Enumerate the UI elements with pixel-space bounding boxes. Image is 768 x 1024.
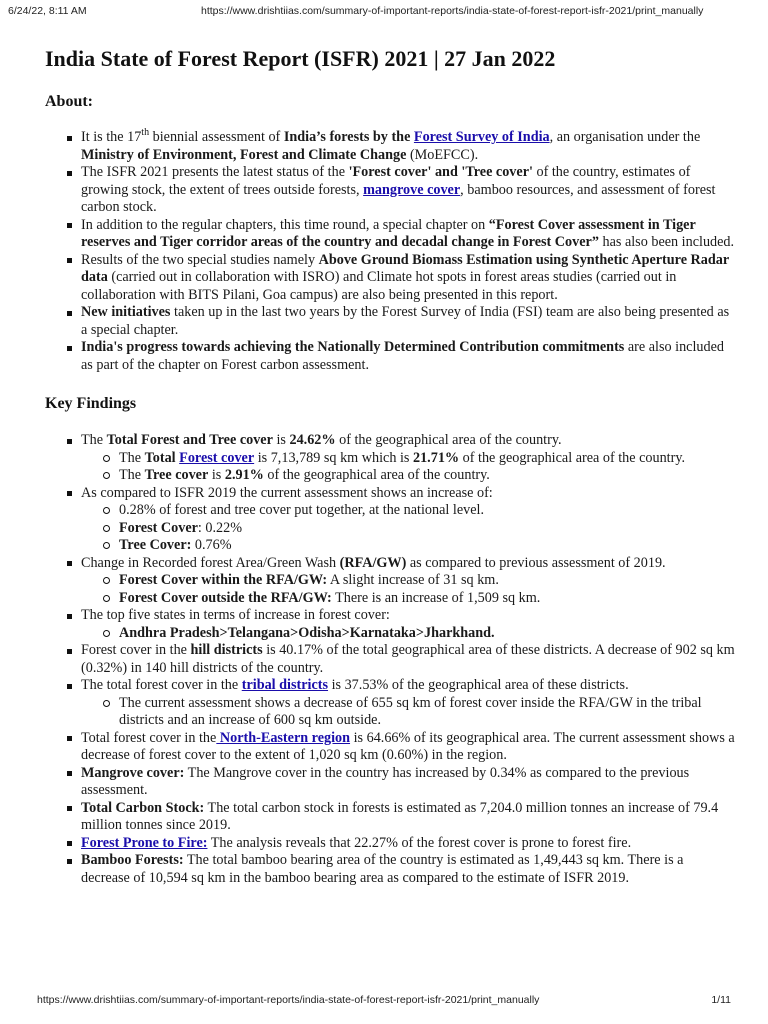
list-item: Mangrove cover: The Mangrove cover in the country has increased by 0.34% as compared to the previous assessment. [45, 765, 735, 800]
list-item: Results of the two special studies namely Above Ground Biomass Estimation using Synthetic Aperture Radar data (carried out in collaboration with ISRO) and Climate hot spots in forest areas studies (carried out in collaboration with BITS Pilani, Goa campus) are also being presented in this report. [45, 252, 735, 305]
sub-list [81, 450, 735, 485]
list-item: As compared to ISFR 2019 the current assessment shows an increase of: 0.28% of forest and tree cover put together, at the national level. Forest Cover: 0.22% Tree Cover: 0.76% [45, 485, 735, 555]
print-footer-url: https://www.drishtiias.com/summary-of-important-reports/india-state-of-forest-report-isfr-2021/print_manually [37, 994, 540, 1006]
sub-list-item: Forest Cover outside the RFA/GW: There is an increase of 1,509 sq km. [81, 590, 735, 608]
list-item: Change in Recorded forest Area/Green Wash (RFA/GW) as compared to previous assessment of 2019. Forest Cover within the RFA/GW: A slight increase of 31 sq km. Forest Cover outside the RFA/GW: There is an increase of 1,509 sq km. [45, 555, 735, 608]
sub-list-item: Tree Cover: 0.76% [81, 537, 735, 555]
sub-list [81, 572, 735, 607]
list-item: India's progress towards achieving the Nationally Determined Contribution commitments are also included as part of the chapter on Forest carbon assessment. [45, 339, 735, 374]
list-item: Total Carbon Stock: The total carbon stock in forests is estimated as 7,204.0 million tonnes an increase of 79.4 million tonnes since 2019. [45, 800, 735, 835]
about-list [45, 126, 735, 374]
print-header [0, 0, 768, 22]
list-item: In addition to the regular chapters, this time round, a special chapter on “Forest Cover assessment in Tiger reserves and Tiger corridor areas of the country and decadal change in Forest Cover” has also been included. [45, 217, 735, 252]
sub-list-item: The Total Forest cover is 7,13,789 sq km which is 21.71% of the geographical area of the country. [81, 450, 735, 468]
sub-list-item: The current assessment shows a decrease of 655 sq km of forest cover inside the RFA/GW in the tribal districts and an increase of 600 sq km outside. [81, 695, 735, 730]
list-item: The top five states in terms of increase in forest cover: Andhra Pradesh>Telangana>Odisha>Karnataka>Jharkhand. [45, 607, 735, 642]
forest-survey-link[interactable]: Forest Survey of India [413, 129, 550, 145]
page-title: India State of Forest Report (ISFR) 2021 | 27 Jan 2022 [45, 46, 556, 71]
about-heading: About: [45, 93, 94, 110]
list-item: The ISFR 2021 presents the latest status of the 'Forest cover' and 'Tree cover' of the country, estimates of growing stock, the extent of trees outside forests, mangrove cover, bamboo resources, and assessment of forest carbon stock. [45, 164, 735, 217]
list-item: The Total Forest and Tree cover is 24.62% of the geographical area of the country. The Total Forest cover is 7,13,789 sq km which is 21.71% of the geographical area of the country. The Tree cover is 2.91% of the geographical area of the country. [45, 432, 735, 485]
north-eastern-region-link[interactable]: North-Eastern region [216, 729, 351, 746]
sub-list [81, 695, 735, 730]
list-item: New initiatives taken up in the last two years by the Forest Survey of India (FSI) team are also being presented as a special chapter. [45, 304, 735, 339]
sub-list [81, 625, 735, 643]
sub-list-item: Andhra Pradesh>Telangana>Odisha>Karnataka>Jharkhand. [81, 625, 735, 643]
list-item: It is the 17th biennial assessment of India’s forests by the Forest Survey of India, an organisation under the Ministry of Environment, Forest and Climate Change (MoEFCC). [45, 129, 735, 164]
list-item: The total forest cover in the tribal districts is 37.53% of the geographical area of these districts. The current assessment shows a decrease of 655 sq km of forest cover inside the RFA/GW in the tribal districts and an increase of 600 sq km outside. [45, 677, 735, 730]
forest-cover-link[interactable]: Forest cover [179, 449, 255, 466]
print-date: 6/24/22, 8:11 AM [8, 5, 87, 17]
list-item: Total forest cover in the North-Eastern region is 64.66% of its geographical area. The current assessment shows a decrease of forest cover to the extent of 1,020 sq km (0.60%) in the region. [45, 730, 735, 765]
key-findings-heading: Key Findings [45, 395, 137, 412]
list-item: Forest Prone to Fire: The analysis reveals that 22.27% of the forest cover is prone to forest fire. [45, 835, 735, 853]
tribal-districts-link[interactable]: tribal districts [241, 677, 329, 693]
sub-list-item: Forest Cover within the RFA/GW: A slight increase of 31 sq km. [81, 572, 735, 590]
forest-prone-to-fire-link[interactable]: Forest Prone to Fire: [81, 834, 208, 851]
sub-list-item: Forest Cover: 0.22% [81, 520, 735, 538]
list-item: Forest cover in the hill districts is 40.17% of the total geographical area of these districts. A decrease of 902 sq km (0.32%) in 140 hill districts of the country. [45, 642, 735, 677]
page-number: 1/11 [711, 994, 731, 1006]
sub-list [81, 502, 735, 555]
mangrove-cover-link[interactable]: mangrove cover [363, 181, 461, 198]
article-content [45, 44, 735, 887]
sub-list-item: 0.28% of forest and tree cover put together, at the national level. [81, 502, 735, 520]
key-findings-list [45, 432, 735, 887]
sub-list-item: The Tree cover is 2.91% of the geographical area of the country. [81, 467, 735, 485]
print-header-url: https://www.drishtiias.com/summary-of-important-reports/india-state-of-forest-report-isfr-2021/print_manually [201, 5, 704, 17]
list-item: Bamboo Forests: The total bamboo bearing area of the country is estimated as 1,49,443 sq km. There is a decrease of 10,594 sq km in the bamboo bearing area as compared to the estimate of ISFR 2019. [45, 852, 735, 887]
